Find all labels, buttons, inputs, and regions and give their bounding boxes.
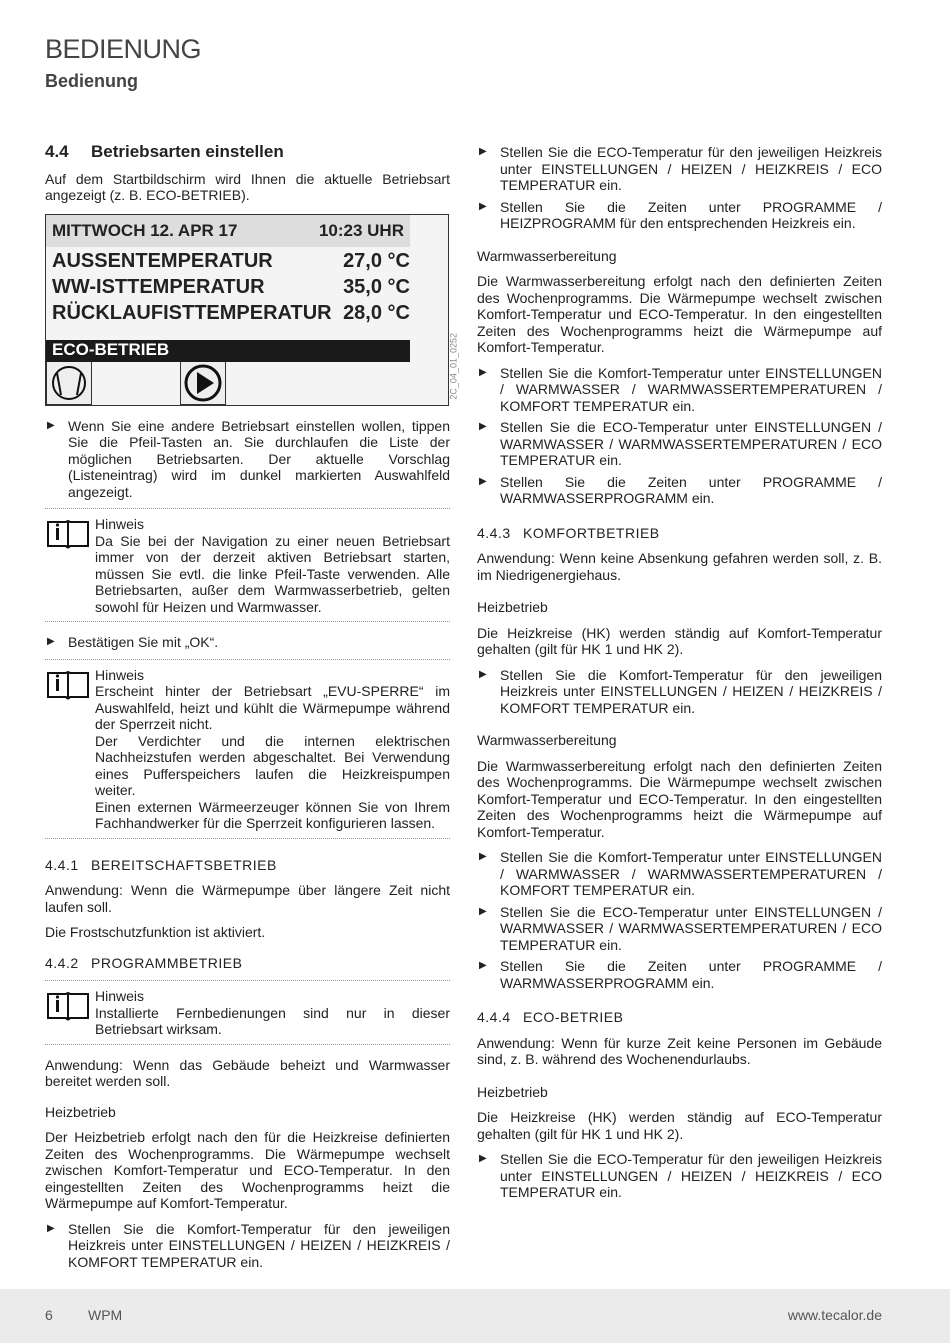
page-title: BEDIENUNG (45, 34, 202, 64)
hint-text: Da Sie bei der Navigation zu einer neuen Betriebsart immer von der derzeit aktiven Betriebsart starten, müssen Sie evtl. die linke Pfeil-Taste verwenden. Alle Betriebsarten, außer dem Warmwasserbetrieb, gelten sowohl für Heizen und Warmwasser. (95, 532, 450, 615)
hint-text: Einen externen Wärmeerzeuger können Sie von Ihrem Fachhandwerker für die Sperrzeit konfigurieren lassen. (95, 798, 450, 831)
bullet-arrow-icon: ▶ (479, 851, 487, 862)
section-number: 4.4 (45, 142, 69, 161)
instruction-bullet: ▶ Stellen Sie die ECO-Temperatur unter EINSTELLUNGEN / WARMWASSER / WARMWASSERTEMPERATUREN / ECO TEMPERATUR ein. (479, 903, 882, 953)
topic-heading: Heizbetrieb (477, 599, 548, 615)
display-row-label: RÜCKLAUFISTTEMPERATUR (52, 301, 332, 324)
mode-icon-cell (180, 362, 226, 405)
instruction-bullet: ▶ Wenn Sie eine andere Betriebsart einstellen wollen, tippen Sie die Pfeil-Tasten an. Sie durchlaufen die Liste der möglichen Betriebsarten. Der aktuelle Vorschlag (Listeneintrag) wird im dunkel markierten Auswahlfeld angezeigt. (47, 417, 450, 500)
page-number: 6 (45, 1307, 53, 1323)
instruction-bullet: ▶ Stellen Sie die Zeiten unter PROGRAMME / WARMWASSERPROGRAMM ein. (479, 473, 882, 506)
subsection-heading: 4.4.1 BEREITSCHAFTSBETRIEB (45, 856, 277, 873)
paragraph: Anwendung: Wenn das Gebäude beheizt und Warmwasser bereitet werden soll. (45, 1056, 450, 1089)
book-icon (46, 990, 90, 1022)
figure-id: 2C_04_01_0252 (449, 332, 459, 400)
bullet-arrow-icon: ▶ (479, 146, 487, 157)
intro-text: Auf dem Startbildschirm wird Ihnen die aktuelle Betriebsart angezeigt (z. B. ECO-BETRIEB). (45, 170, 450, 203)
hint-box (45, 508, 450, 622)
instruction-bullet: ▶ Stellen Sie die Komfort-Temperatur für den jeweiligen Heizkreis unter EINSTELLUNGEN / HEIZEN / HEIZKREIS / KOMFORT TEMPERATUR ein. (47, 1220, 450, 1270)
instruction-bullet: ▶ Stellen Sie die Zeiten unter PROGRAMME / HEIZPROGRAMM für den entsprechenden Heizkreis ein. (479, 198, 882, 231)
left-column (45, 142, 459, 1275)
right-column (477, 144, 882, 1206)
instruction-bullet: ▶ Stellen Sie die ECO-Temperatur für den jeweiligen Heizkreis unter EINSTELLUNGEN / HEIZEN / HEIZKREIS / ECO TEMPERATUR ein. (479, 1151, 882, 1200)
subsection-heading: 4.4.3 KOMFORTBETRIEB (477, 524, 660, 541)
display-date: MITTWOCH 12. APR 17 (52, 220, 238, 240)
paragraph: Der Heizbetrieb erfolgt nach den für die Heizkreise definierten Zeiten des Wochenprogramms. Die Wärmepumpe wechselt zwischen Komfort-Temperatur und ECO-Temperatur. In den eingestellten Zeiten des Wochenprogramms heizt die Wärmepumpe auf Komfort-Temperatur. (45, 1129, 450, 1211)
paragraph: Anwendung: Wenn für kurze Zeit keine Personen im Gebäude sind, z. B. während des Wochenendurlaubs. (477, 1034, 882, 1067)
mode-selection-field[interactable] (46, 340, 410, 362)
hint-text: Erscheint hinter der Betriebsart „EVU-SPERRE“ im Auswahlfeld, heizt und kühlt die Wärmepumpe während der Sperrzeit nicht. (95, 683, 450, 732)
bullet-arrow-icon: ▶ (47, 1222, 55, 1234)
hint-title: Hinweis (95, 988, 145, 1004)
book-icon (46, 518, 90, 550)
display-topbar (46, 215, 410, 247)
mode-label: ECO-BETRIEB (52, 339, 170, 359)
bullet-arrow-icon: ▶ (47, 419, 55, 431)
display-row-value: 28,0 °C (343, 301, 410, 324)
topic-heading: Heizbetrieb (45, 1103, 116, 1120)
instruction-bullet: ▶ Stellen Sie die ECO-Temperatur für den jeweiligen Heizkreis unter EINSTELLUNGEN / HEIZEN / HEIZKREIS / ECO TEMPERATUR ein. (479, 144, 882, 193)
page-subtitle: Bedienung (45, 71, 138, 91)
section-heading (45, 144, 450, 161)
book-icon (46, 669, 90, 701)
instruction-bullet: ▶ Stellen Sie die Komfort-Temperatur unter EINSTELLUNGEN / WARMWASSER / WARMWASSERTEMPERATUREN / KOMFORT TEMPERATUR ein. (479, 849, 882, 898)
bullet-arrow-icon: ▶ (479, 1153, 487, 1164)
bullet-arrow-icon: ▶ (479, 475, 487, 487)
hint-title: Hinweis (95, 666, 145, 683)
display-row-value: 35,0 °C (343, 275, 410, 298)
section-title: Betriebsarten einstellen (91, 142, 284, 161)
instruction-bullet: ▶ Stellen Sie die Komfort-Temperatur unter EINSTELLUNGEN / WARMWASSER / WARMWASSERTEMPERATUREN / KOMFORT TEMPERATUR ein. (479, 364, 882, 414)
bullet-arrow-icon: ▶ (479, 366, 487, 378)
website-link[interactable]: www.tecalor.de (787, 1307, 882, 1323)
mode-icon-cell (46, 362, 92, 405)
controller-display (45, 214, 459, 406)
display-row-label: AUSSENTEMPERATUR (52, 249, 273, 272)
display-row-value: 27,0 °C (343, 249, 410, 272)
paragraph: Die Warmwasserbereitung erfolgt nach den definierten Zeiten des Wochenprogramms. Die Wärmepumpe wechselt zwischen Komfort-Temperatur und ECO-Temperatur. In den eingestellten Zeiten des Wochenprogramms heizt die Wärmepumpe auf Komfort-Temperatur. (477, 757, 882, 840)
paragraph: Die Frostschutzfunktion ist aktiviert. (45, 924, 266, 940)
bullet-arrow-icon: ▶ (479, 905, 487, 917)
bullet-arrow-icon: ▶ (479, 421, 487, 432)
paragraph: Die Heizkreise (HK) werden ständig auf ECO-Temperatur gehalten (gilt für HK 1 und HK 2). (477, 1109, 882, 1142)
paragraph: Die Heizkreise (HK) werden ständig auf Komfort-Temperatur gehalten (gilt für HK 1 und HK 2). (477, 624, 882, 657)
hint-text: Installierte Fernbedienungen sind nur in dieser Betriebsart wirksam. (95, 1004, 450, 1037)
bullet-arrow-icon: ▶ (479, 668, 487, 680)
product-name: WPM (88, 1307, 123, 1323)
hint-text: Der Verdichter und die internen elektrischen Nachheizstufen werden abgeschaltet. Bei Verwendung eines Pufferspeichers laufen die Heizkreispumpen weiter. (95, 732, 450, 798)
instruction-bullet: ▶ Bestätigen Sie mit „OK“. (47, 634, 219, 650)
hint-title: Hinweis (95, 516, 145, 532)
paragraph: Anwendung: Wenn die Wärmepumpe über längere Zeit nicht laufen soll. (45, 882, 450, 915)
display-row-label: WW-ISTTEMPERATUR (52, 275, 265, 298)
hint-box (45, 659, 450, 839)
hint-box (45, 980, 450, 1045)
display-time: 10:23 UHR (318, 220, 404, 240)
instruction-bullet: ▶ Stellen Sie die Komfort-Temperatur für den jeweiligen Heizkreis unter EINSTELLUNGEN / HEIZEN / HEIZKREIS / KOMFORT TEMPERATUR ein. (479, 666, 882, 716)
paragraph: Die Warmwasserbereitung erfolgt nach den definierten Zeiten des Wochenprogramms. Die Wärmepumpe wechselt zwischen Komfort-Temperatur und ECO-Temperatur. In den eingestellten Zeiten des Wochenprogramms heizt die Wärmepumpe auf Komfort-Temperatur. (477, 273, 882, 355)
paragraph: Anwendung: Wenn keine Absenkung gefahren werden soll, z. B. im Niedrigenergiehaus. (477, 550, 882, 583)
subsection-heading: 4.4.4 ECO-BETRIEB (477, 1009, 624, 1025)
bullet-arrow-icon: ▶ (479, 960, 487, 971)
page-footer (0, 1289, 950, 1343)
topic-heading: Warmwasserbereitung (477, 247, 617, 264)
compressor-icon (47, 362, 91, 404)
bullet-arrow-icon: ▶ (479, 200, 487, 212)
bullet-arrow-icon: ▶ (47, 636, 55, 647)
pump-play-icon[interactable] (181, 362, 225, 404)
topic-heading: Heizbetrieb (477, 1083, 548, 1100)
instruction-bullet: ▶ Stellen Sie die ECO-Temperatur unter EINSTELLUNGEN / WARMWASSER / WARMWASSERTEMPERATUREN / ECO TEMPERATUR ein. (479, 419, 882, 468)
instruction-bullet: ▶ Stellen Sie die Zeiten unter PROGRAMME / WARMWASSERPROGRAMM ein. (479, 958, 882, 991)
subsection-heading: 4.4.2 PROGRAMMBETRIEB (45, 954, 243, 971)
topic-heading: Warmwasserbereitung (477, 732, 617, 748)
